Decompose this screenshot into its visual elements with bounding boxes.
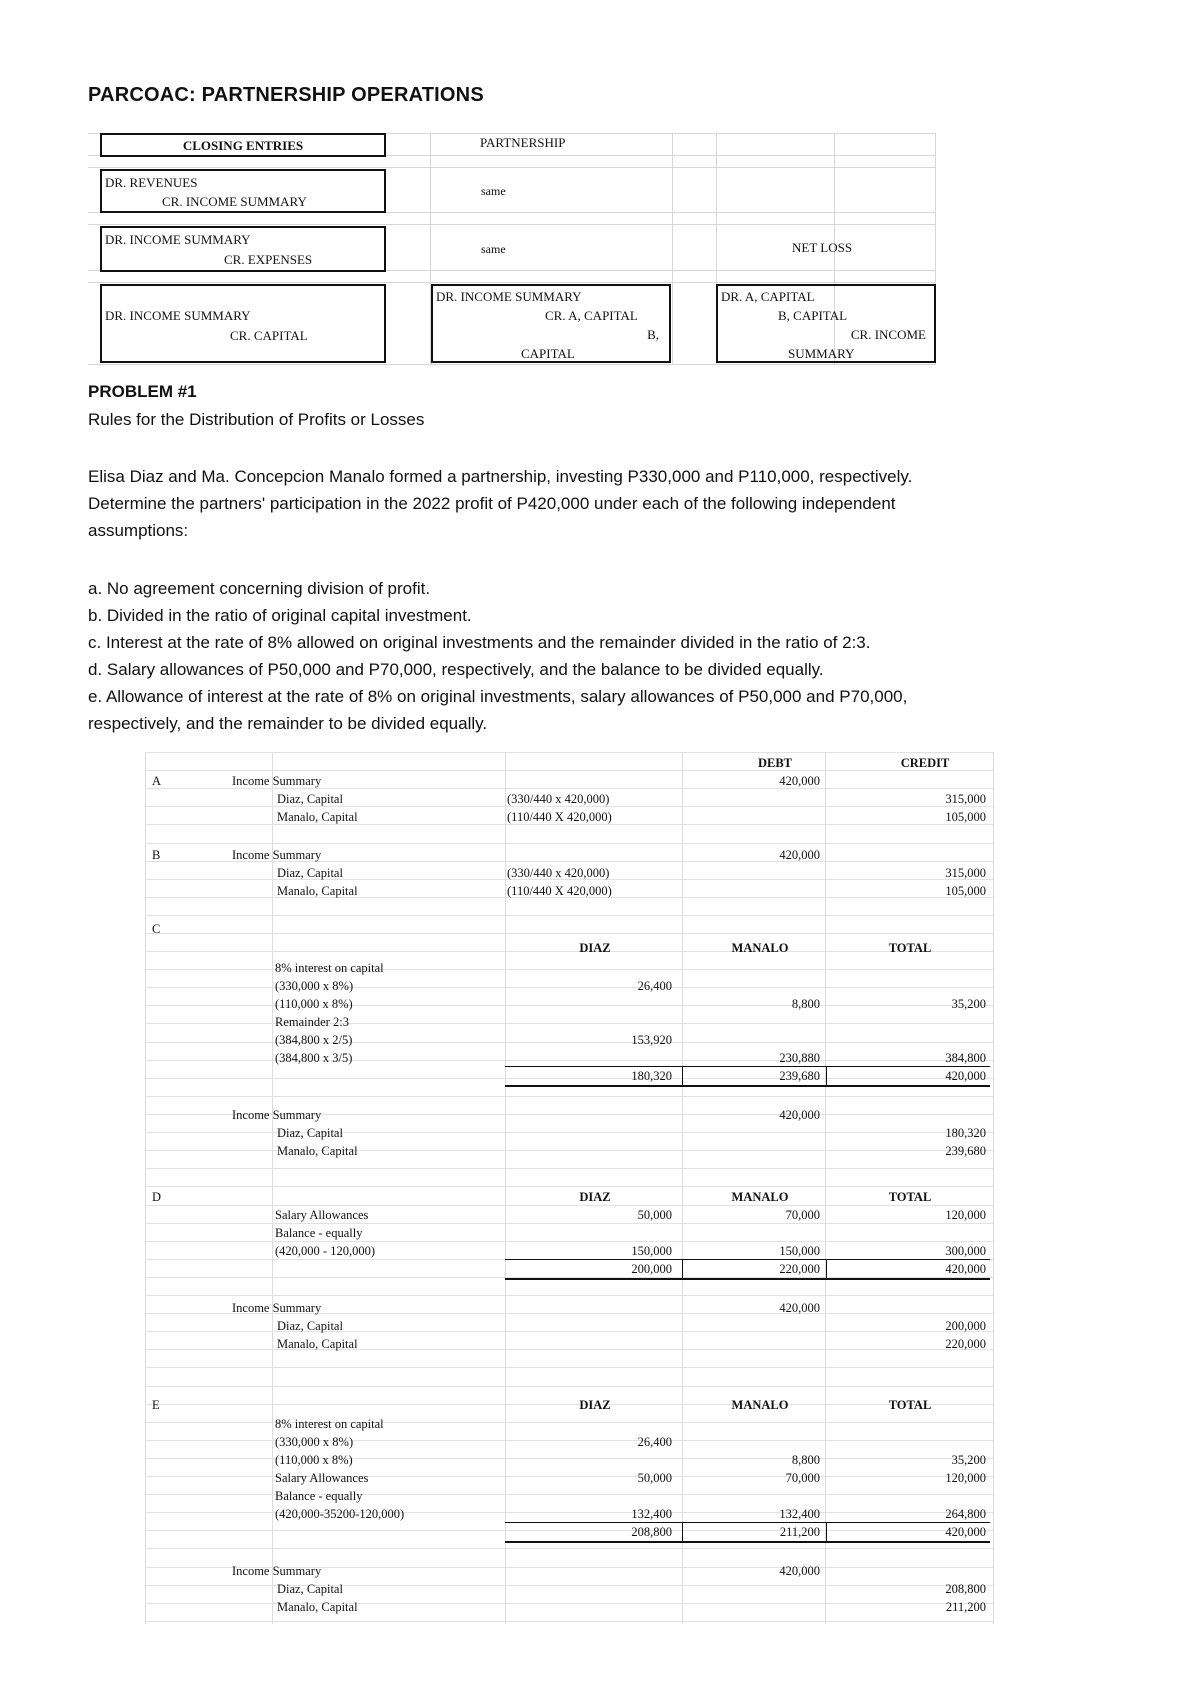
section-c-label-2: (330,000 x 8%): [275, 979, 354, 993]
section-e-label-2: (330,000 x 8%): [275, 1435, 354, 1449]
section-a-formula-2: (110/440 X 420,000): [507, 810, 612, 824]
grid-row-line: [145, 1548, 993, 1549]
section-a-credit-2: 105,000: [945, 810, 986, 824]
grid-row-line: [145, 1422, 993, 1423]
section-d-manalo-salary: 70,000: [785, 1208, 820, 1222]
section-e-diaz: Diaz, Capital: [277, 1582, 343, 1596]
section-c-label-3: (110,000 x 8%): [275, 997, 353, 1011]
section-e-diaz-balance: 132,400: [631, 1507, 672, 1521]
profit-entry-line-4: CAPITAL: [521, 346, 575, 361]
section-c-diaz: Diaz, Capital: [277, 1126, 343, 1140]
grid-row-line: [145, 1078, 993, 1079]
grid-row-line: [145, 1096, 993, 1097]
grid-row-line: [145, 1349, 993, 1350]
problem-subheading: Rules for the Distribution of Profits or Losses: [88, 410, 425, 429]
capital-entry-box: [100, 284, 386, 363]
assumption-b: b. Divided in the ratio of original capital investment.: [88, 606, 472, 625]
section-a-diaz: Diaz, Capital: [277, 792, 343, 806]
grid-row-line: [145, 1060, 993, 1061]
grid-row-line: [145, 1440, 993, 1441]
section-e-debit: 420,000: [779, 1564, 820, 1578]
section-e-label-6: (420,000-35200-120,000): [275, 1507, 405, 1521]
section-e-label-5: Balance - equally: [275, 1489, 363, 1503]
section-c-account: Income Summary: [232, 1108, 322, 1122]
section-b-diaz: Diaz, Capital: [277, 866, 343, 880]
grid-row-line: [145, 1621, 993, 1622]
section-d-total-balance: 300,000: [945, 1244, 986, 1258]
section-b-formula-2: (110/440 X 420,000): [507, 884, 612, 898]
revenue-dr: DR. REVENUES: [105, 175, 198, 190]
revenue-entry-box: [100, 169, 386, 213]
section-b-manalo: Manalo, Capital: [277, 884, 358, 898]
section-a-account: Income Summary: [232, 774, 322, 788]
section-c-manalo: Manalo, Capital: [277, 1144, 358, 1158]
grid-col-line: [993, 752, 994, 1624]
section-e-manalo: Manalo, Capital: [277, 1600, 358, 1614]
section-c-manalo-header: MANALO: [731, 941, 789, 955]
section-e-diaz-salary: 50,000: [637, 1471, 672, 1485]
section-e-manalo-total: 211,200: [779, 1525, 820, 1539]
loss-entry-line-3: CR. INCOME: [850, 327, 926, 342]
section-e-account: Income Summary: [232, 1564, 322, 1578]
section-a-manalo: Manalo, Capital: [277, 810, 358, 824]
section-c-label-6: (384,800 x 3/5): [275, 1051, 353, 1065]
section-b-formula-1: (330/440 x 420,000): [507, 866, 610, 880]
partnership-label: PARTNERSHIP: [480, 135, 566, 150]
section-c-grand-total: 420,000: [945, 1069, 986, 1083]
section-d-diaz-salary: 50,000: [637, 1208, 672, 1222]
section-b-account: Income Summary: [232, 848, 322, 862]
section-b-credit-1: 315,000: [945, 866, 986, 880]
profit-entry-line-1: DR. INCOME SUMMARY: [436, 289, 582, 304]
section-d-grand-total: 420,000: [945, 1262, 986, 1276]
grid-row-line: [145, 1042, 993, 1043]
grid-row-line: [145, 1023, 993, 1024]
grid-row-line: [145, 987, 993, 988]
section-d-manalo: Manalo, Capital: [277, 1337, 358, 1351]
section-a-credit-1: 315,000: [945, 792, 986, 806]
section-d-manalo-balance: 150,000: [779, 1244, 820, 1258]
section-d-diaz-balance: 150,000: [631, 1244, 672, 1258]
section-c-diaz-interest: 26,400: [637, 979, 672, 993]
grid-row-line: [145, 915, 993, 916]
section-c-label-5: (384,800 x 2/5): [275, 1033, 353, 1047]
capital-cr: CR. CAPITAL: [230, 328, 308, 343]
section-c-manalo-interest: 8,800: [791, 997, 820, 1011]
grid-row-line: [145, 843, 993, 844]
grid-row-line: [145, 1241, 993, 1242]
problem-heading: PROBLEM #1: [88, 382, 197, 401]
grid-row-line: [145, 1367, 993, 1368]
debit-header: DEBT: [757, 756, 793, 770]
section-d-manalo-header: MANALO: [731, 1190, 789, 1204]
section-e-credit-2: 211,200: [945, 1600, 986, 1614]
closing-header: [100, 133, 386, 157]
grid-row-line: [145, 1005, 993, 1006]
grid-row-line: [145, 1186, 993, 1187]
section-e-total-balance: 264,800: [945, 1507, 986, 1521]
section-e-grand-total: 420,000: [945, 1525, 986, 1539]
net-loss-label: NET LOSS: [792, 240, 853, 255]
page-title: PARCOAC: PARTNERSHIP OPERATIONS: [88, 84, 484, 106]
section-a-letter: A: [152, 774, 162, 788]
section-c-label-4: Remainder 2:3: [275, 1015, 349, 1029]
section-e-letter: E: [152, 1398, 160, 1412]
grid-row-line: [145, 969, 993, 970]
section-d-diaz-header: DIAZ: [579, 1190, 611, 1204]
expense-cr: CR. EXPENSES: [224, 252, 313, 267]
section-e-label-1: 8% interest on capital: [275, 1417, 384, 1431]
profit-entry-line-3: B,: [647, 327, 659, 342]
grid-row-line: [145, 1223, 993, 1224]
grid-row-line: [145, 1476, 993, 1477]
same-label-2: same: [481, 242, 506, 256]
grid-row-line: [145, 1168, 993, 1169]
grid-row-line: [145, 1458, 993, 1459]
section-c-total-interest: 35,200: [951, 997, 986, 1011]
section-c-total-remainder: 384,800: [945, 1051, 986, 1065]
grid-row-line: [145, 1512, 993, 1513]
grid-row-line: [145, 1331, 993, 1332]
section-d-diaz: Diaz, Capital: [277, 1319, 343, 1333]
section-c-manalo-remainder: 230,880: [779, 1051, 820, 1065]
expense-dr: DR. INCOME SUMMARY: [105, 232, 251, 247]
section-c-diaz-total: 180,320: [631, 1069, 672, 1083]
expense-entry-box: [100, 226, 386, 272]
grid-row-line: [145, 1295, 993, 1296]
capital-dr: DR. INCOME SUMMARY: [105, 308, 251, 323]
grid-row-line: [145, 770, 993, 771]
loss-entry-line-4: SUMMARY: [788, 346, 855, 361]
section-d-credit-2: 220,000: [945, 1337, 986, 1351]
section-e-diaz-header: DIAZ: [579, 1398, 611, 1412]
assumption-c: c. Interest at the rate of 8% allowed on original investments and the remainder divided in the ratio of 2:3.: [88, 633, 871, 652]
section-a-formula-1: (330/440 x 420,000): [507, 792, 610, 806]
grid-row-line: [145, 1585, 993, 1586]
section-d-label-1: Salary Allowances: [275, 1208, 369, 1222]
section-c-manalo-total: 239,680: [779, 1069, 820, 1083]
problem-text-2: Determine the partners' participation in the 2022 profit of P420,000 under each of the following independent: [88, 494, 896, 513]
section-d-credit-1: 200,000: [945, 1319, 986, 1333]
partnership-profit-entry-box: [431, 284, 671, 363]
assumption-d: d. Salary allowances of P50,000 and P70,000, respectively, and the balance to be divided equally.: [88, 660, 824, 679]
grid-row-line: [145, 1132, 993, 1133]
grid-row-line: [145, 1603, 993, 1604]
closing-header-label: CLOSING ENTRIES: [182, 138, 304, 153]
assumption-e-line-1: e. Allowance of interest at the rate of 8% on original investments, salary allowances of P50,000 and P70,000,: [88, 687, 908, 706]
grid-row-line: [145, 1386, 993, 1387]
section-c-letter: C: [152, 922, 161, 936]
section-d-letter: D: [152, 1190, 162, 1204]
section-c-debit: 420,000: [779, 1108, 820, 1122]
section-c-label-1: 8% interest on capital: [275, 961, 384, 975]
section-c-diaz-header: DIAZ: [579, 941, 611, 955]
grid-row-line: [145, 933, 993, 934]
section-d-label-3: (420,000 - 120,000): [275, 1244, 375, 1258]
section-a-debit: 420,000: [779, 774, 820, 788]
problem-text-3: assumptions:: [88, 521, 189, 540]
grid-row-line: [145, 752, 993, 753]
section-d-account: Income Summary: [232, 1301, 322, 1315]
assumption-a: a. No agreement concerning division of profit.: [88, 579, 431, 598]
section-e-total-header: TOTAL: [888, 1398, 932, 1412]
section-b-credit-2: 105,000: [945, 884, 986, 898]
section-e-label-3: (110,000 x 8%): [275, 1453, 353, 1467]
loss-entry-line-2: B, CAPITAL: [778, 308, 848, 323]
loss-entry-line-1: DR. A, CAPITAL: [721, 289, 815, 304]
section-e-manalo-balance: 132,400: [779, 1507, 820, 1521]
section-e-total-salary: 120,000: [945, 1471, 986, 1485]
section-c-diaz-remainder: 153,920: [631, 1033, 672, 1047]
section-d-manalo-total: 220,000: [779, 1262, 820, 1276]
section-c-total-header: TOTAL: [888, 941, 932, 955]
grid-row-line: [145, 1530, 993, 1531]
section-d-debit: 420,000: [779, 1301, 820, 1315]
section-e-total-interest: 35,200: [951, 1453, 986, 1467]
section-e-diaz-total: 208,800: [631, 1525, 672, 1539]
section-d-total-header: TOTAL: [888, 1190, 932, 1204]
revenue-cr: CR. INCOME SUMMARY: [162, 194, 307, 209]
section-e-manalo-salary: 70,000: [785, 1471, 820, 1485]
grid-row-line: [145, 1150, 993, 1151]
section-d-total-salary: 120,000: [945, 1208, 986, 1222]
assumption-e-line-2: respectively, and the remainder to be divided equally.: [88, 714, 488, 733]
section-e-manalo-header: MANALO: [731, 1398, 789, 1412]
section-c-credit-1: 180,320: [945, 1126, 986, 1140]
section-e-manalo-interest: 8,800: [791, 1453, 820, 1467]
section-c-credit-2: 239,680: [945, 1144, 986, 1158]
section-e-diaz-interest: 26,400: [637, 1435, 672, 1449]
section-d-diaz-total: 200,000: [631, 1262, 672, 1276]
section-d-label-2: Balance - equally: [275, 1226, 363, 1240]
grid-row-line: [145, 1494, 993, 1495]
section-e-credit-1: 208,800: [945, 1582, 986, 1596]
net-loss-entry-box: [716, 284, 936, 363]
credit-header: CREDIT: [900, 756, 950, 770]
section-e-label-4: Salary Allowances: [275, 1471, 369, 1485]
problem-text-1: Elisa Diaz and Ma. Concepcion Manalo formed a partnership, investing P330,000 and P110,000, respectively.: [88, 467, 913, 486]
section-b-debit: 420,000: [779, 848, 820, 862]
profit-entry-line-2: CR. A, CAPITAL: [545, 308, 638, 323]
section-b-letter: B: [152, 848, 161, 862]
same-label-1: same: [481, 184, 506, 198]
